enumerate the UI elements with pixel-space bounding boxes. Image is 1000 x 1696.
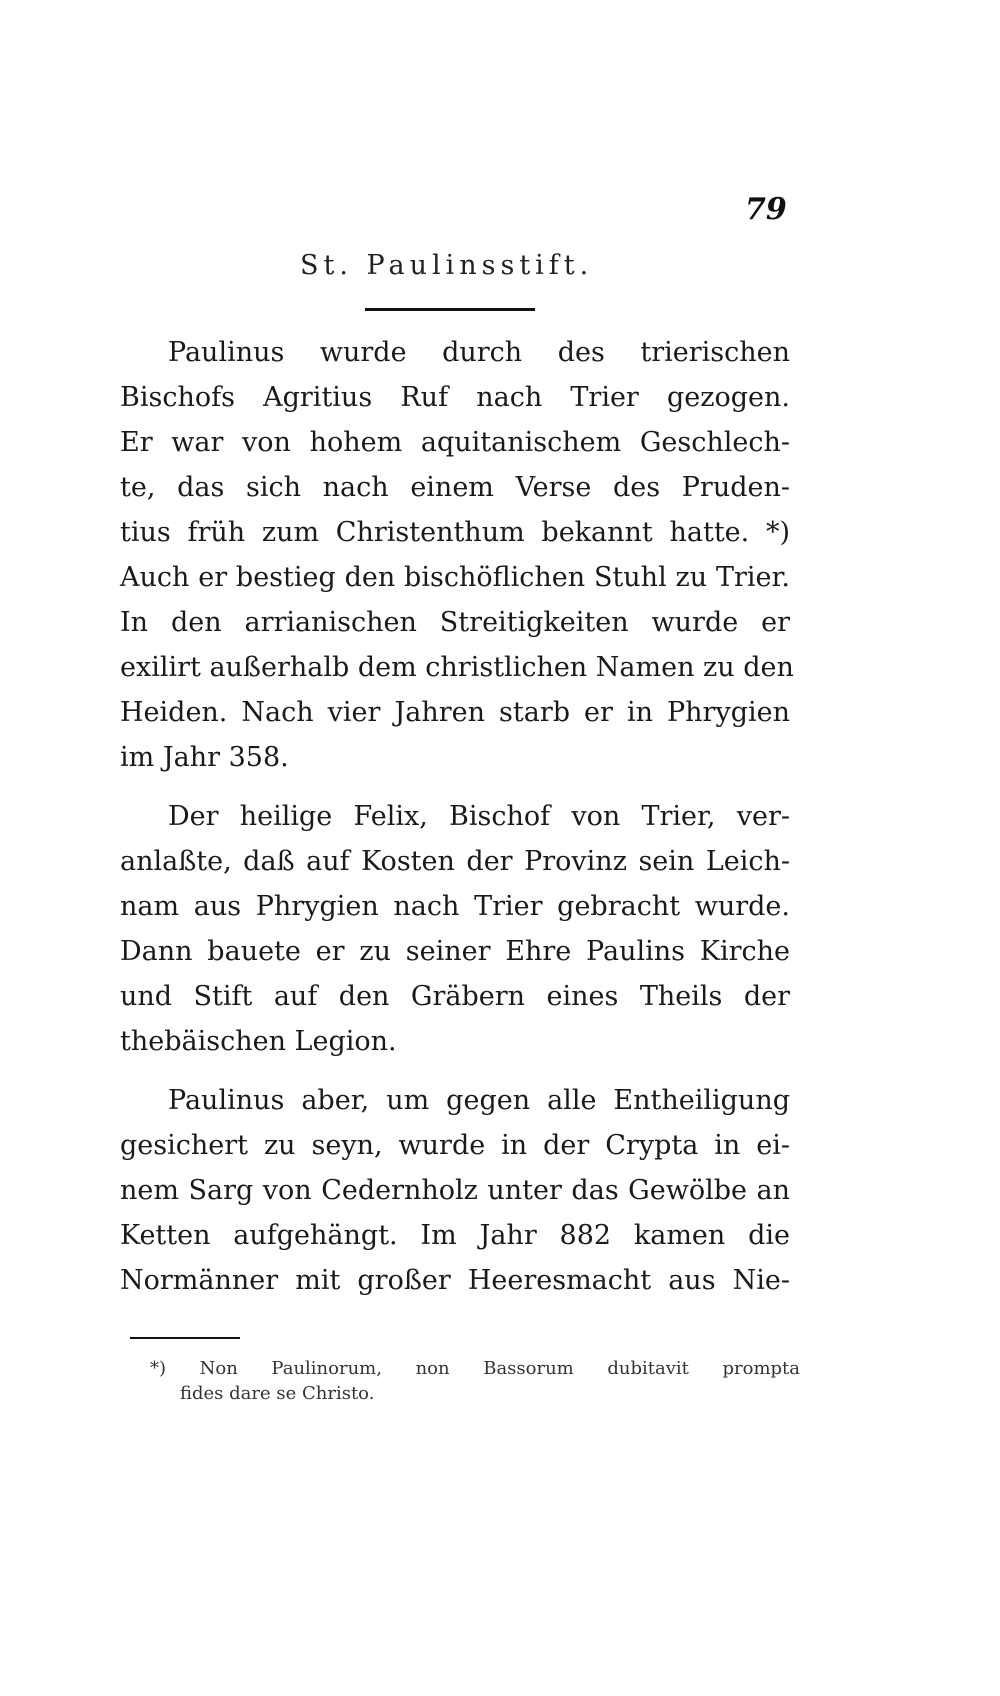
text-line: und Stift auf den Gräbern eines Theils der	[120, 981, 790, 1012]
text-line: In den arrianischen Streitigkeiten wurde er	[120, 607, 790, 638]
footnote-line: *) Non Paulinorum, non Bassorum dubitavit prompta	[150, 1358, 800, 1379]
text-line: Heiden. Nach vier Jahren starb er in Phrygien	[120, 697, 790, 728]
text-line: Dann bauete er zu seiner Ehre Paulins Kirche	[120, 936, 790, 967]
footnote-divider	[130, 1337, 240, 1339]
paragraph-gap	[120, 1064, 790, 1078]
text-line: te, das sich nach einem Verse des Pruden-	[120, 472, 790, 503]
body-text	[120, 330, 794, 1303]
text-line: Ketten aufgehängt. Im Jahr 882 kamen die	[120, 1220, 790, 1251]
text-line: Bischofs Agritius Ruf nach Trier gezogen.	[120, 382, 790, 413]
text-line: tius früh zum Christenthum bekannt hatte. *)	[120, 517, 790, 548]
running-head: St. Paulinsstift.	[300, 250, 594, 281]
text-line: Paulinus aber, um gegen alle Entheiligung	[168, 1085, 790, 1116]
footnote-line: fides dare se Christo.	[180, 1383, 375, 1404]
text-line: thebäischen Legion.	[120, 1026, 397, 1057]
text-line: Normänner mit großer Heeresmacht aus Nie-	[120, 1265, 790, 1296]
text-line: gesichert zu seyn, wurde in der Crypta in ei-	[120, 1130, 790, 1161]
paragraph	[120, 794, 790, 1064]
text-line: Auch er bestieg den bischöflichen Stuhl zu Trier.	[120, 562, 790, 593]
paragraph	[120, 1078, 790, 1303]
text-line: exilirt außerhalb dem christlichen Namen zu den	[120, 652, 794, 683]
text-line: anlaßte, daß auf Kosten der Provinz sein Leich-	[120, 846, 790, 877]
text-line: Paulinus wurde durch des trierischen	[168, 337, 790, 368]
page-number: 79	[745, 192, 787, 227]
text-line: nam aus Phrygien nach Trier gebracht wurde.	[120, 891, 790, 922]
footnote	[150, 1356, 800, 1406]
header-divider	[365, 308, 535, 311]
text-line: Der heilige Felix, Bischof von Trier, ver-	[168, 801, 790, 832]
paragraph	[120, 330, 794, 780]
text-line: Er war von hohem aquitanischem Geschlech-	[120, 427, 790, 458]
paragraph-gap	[120, 780, 790, 794]
text-line: nem Sarg von Cedernholz unter das Gewölbe an	[120, 1175, 790, 1206]
text-line: im Jahr 358.	[120, 742, 289, 773]
